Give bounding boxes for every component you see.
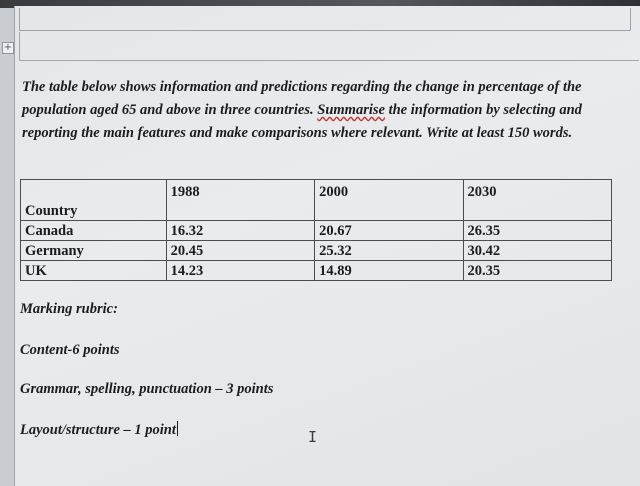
- spelling-error-word[interactable]: Summarise: [317, 102, 385, 118]
- margin-guide-horizontal: [19, 60, 639, 61]
- margin-guide-vertical: [19, 32, 20, 60]
- rubric-item-grammar[interactable]: Grammar, spelling, punctuation – 3 points: [20, 381, 274, 397]
- table-header-row: [21, 180, 612, 221]
- cell-germany-1988[interactable]: 20.45: [166, 241, 314, 261]
- cell-canada-2030[interactable]: 26.35: [463, 221, 611, 241]
- prompt-text-start: The table below shows information and predictions regarding the change in percentage of the population aged 65 and above in three countries.: [22, 79, 582, 118]
- rubric-item-layout[interactable]: [20, 421, 178, 439]
- rubric-heading[interactable]: Marking rubric:: [20, 301, 118, 317]
- header-year-2000[interactable]: 2000: [315, 180, 463, 221]
- row-country-germany[interactable]: Germany: [21, 241, 167, 261]
- cell-germany-2030[interactable]: 30.42: [463, 241, 611, 261]
- cell-germany-2000[interactable]: 25.32: [315, 241, 463, 261]
- population-table[interactable]: [20, 179, 612, 281]
- cell-canada-2000[interactable]: 20.67: [315, 221, 463, 241]
- rubric-item-layout-text: Layout/structure – 1 point: [20, 422, 176, 438]
- text-ibeam-cursor-icon: I: [308, 428, 318, 446]
- table-row: [21, 221, 612, 241]
- cell-canada-1988[interactable]: 16.32: [166, 221, 314, 241]
- text-caret: [177, 421, 178, 436]
- task-prompt[interactable]: [22, 76, 637, 145]
- rubric-item-content[interactable]: Content-6 points: [20, 342, 120, 358]
- table-row: [21, 261, 612, 281]
- header-area[interactable]: [19, 8, 631, 31]
- prompt-text-end: the information by selecting and reporting the main features and make comparisons where relevant. Write at least 150 words.: [22, 102, 582, 141]
- row-country-canada[interactable]: Canada: [21, 221, 167, 241]
- table-move-handle-icon[interactable]: +: [3, 42, 13, 53]
- table-row: [21, 241, 612, 261]
- header-year-1988[interactable]: 1988: [166, 180, 314, 221]
- cell-uk-1988[interactable]: 14.23: [166, 261, 314, 281]
- cell-uk-2030[interactable]: 20.35: [463, 261, 611, 281]
- header-year-2030[interactable]: 2030: [463, 180, 611, 221]
- header-country-cell[interactable]: Country: [21, 180, 167, 221]
- cell-uk-2000[interactable]: 14.89: [315, 261, 463, 281]
- row-country-uk[interactable]: UK: [21, 261, 167, 281]
